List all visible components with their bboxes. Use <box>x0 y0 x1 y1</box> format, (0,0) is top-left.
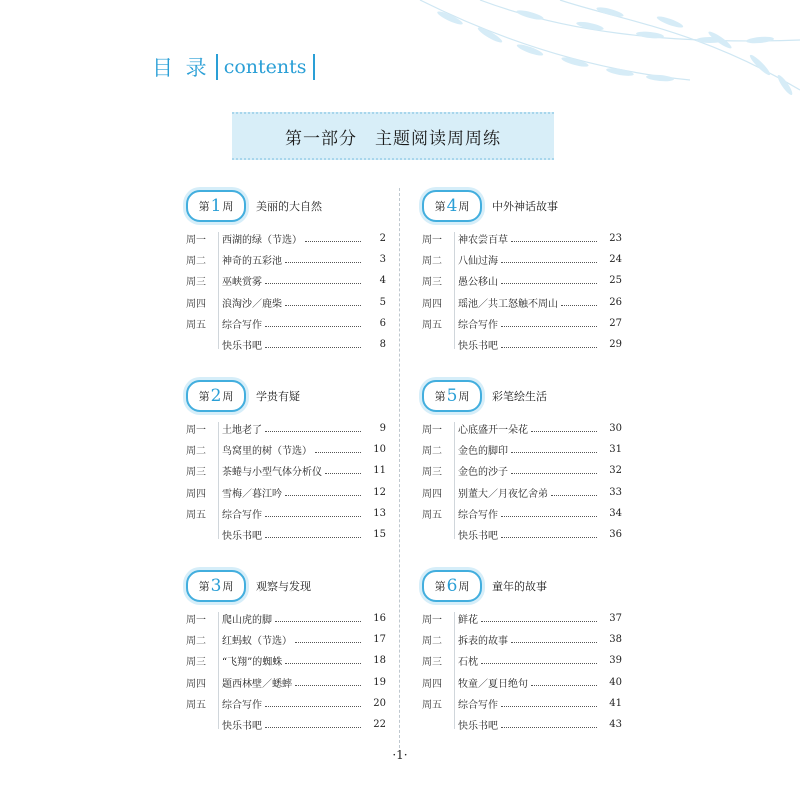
entry-page: 43 <box>609 719 622 731</box>
week-number: 3 <box>210 576 222 596</box>
dot-leader <box>551 494 597 496</box>
entry-page: 15 <box>373 529 386 541</box>
toc-entry[interactable] <box>422 524 622 545</box>
toc-entry[interactable] <box>186 693 386 714</box>
entry-day: 周一 <box>186 235 206 247</box>
entry-day: 周五 <box>422 509 442 521</box>
entry-title: 综合写作 <box>458 319 498 331</box>
page-number: ·1· <box>392 748 408 762</box>
dot-leader <box>285 494 361 496</box>
week-badge-prefix: 第 <box>198 580 210 593</box>
entry-title: 金色的脚印 <box>458 446 508 458</box>
entry-title: 红蚂蚁（节选） <box>222 636 292 648</box>
week-theme: 中外神话故事 <box>492 200 558 213</box>
toc-entry[interactable] <box>186 608 386 629</box>
entry-day: 周二 <box>422 446 442 458</box>
entry-page: 23 <box>609 233 622 245</box>
week-section <box>422 570 622 735</box>
entry-page: 12 <box>373 486 386 498</box>
toc-entries <box>186 228 386 355</box>
week-theme: 彩笔绘生活 <box>492 390 547 403</box>
week-number: 4 <box>446 196 458 216</box>
entry-day: 周五 <box>186 699 206 711</box>
entry-page: 40 <box>609 676 622 688</box>
heading-divider <box>313 54 315 80</box>
entry-title: 综合写作 <box>222 699 262 711</box>
entry-page: 8 <box>379 339 386 351</box>
entry-day: 周一 <box>186 425 206 437</box>
dot-leader <box>265 346 361 348</box>
dot-leader <box>265 726 361 728</box>
toc-entry[interactable] <box>422 418 622 439</box>
part-title: 第一部分 主题阅读周周练 <box>285 128 501 149</box>
entry-page: 33 <box>609 486 622 498</box>
toc-entry[interactable] <box>186 249 386 270</box>
dot-leader <box>501 515 597 517</box>
entry-day: 周四 <box>186 678 206 690</box>
entry-title: 牧童／夏日绝句 <box>458 678 528 690</box>
entry-title: 神奇的五彩池 <box>222 256 282 268</box>
week-badge-suffix: 周 <box>222 580 234 593</box>
dot-leader <box>265 282 361 284</box>
entry-day: 周二 <box>422 636 442 648</box>
dot-leader <box>315 451 361 453</box>
toc-entry[interactable] <box>422 460 622 481</box>
dot-leader <box>325 472 361 474</box>
entry-page: 18 <box>373 655 386 667</box>
toc-entry[interactable] <box>186 672 386 693</box>
entry-title: 综合写作 <box>458 509 498 521</box>
entry-day: 周五 <box>422 319 442 331</box>
entry-day: 周二 <box>186 446 206 458</box>
toc-entries <box>422 418 622 545</box>
toc-entry[interactable] <box>422 334 622 355</box>
entry-day: 周二 <box>422 256 442 268</box>
entry-page: 36 <box>609 529 622 541</box>
entry-page: 39 <box>609 655 622 667</box>
entry-page: 37 <box>609 613 622 625</box>
toc-heading-zh: 目 录 <box>152 56 210 80</box>
week-badge-suffix: 周 <box>458 580 470 593</box>
entry-page: 29 <box>609 339 622 351</box>
entry-day: 周四 <box>186 298 206 310</box>
dot-leader <box>481 620 597 622</box>
entry-day: 周四 <box>422 678 442 690</box>
entry-page: 20 <box>373 697 386 709</box>
dot-leader <box>531 684 597 686</box>
week-section <box>422 190 622 355</box>
dot-leader <box>511 451 597 453</box>
dot-leader <box>481 662 597 664</box>
week-header <box>422 380 622 412</box>
toc-entry[interactable] <box>186 334 386 355</box>
entry-title: 土地老了 <box>222 425 262 437</box>
toc-entries <box>186 418 386 545</box>
entry-page: 34 <box>609 507 622 519</box>
entry-page: 5 <box>379 296 386 308</box>
dot-leader <box>531 430 597 432</box>
entry-day: 周四 <box>186 488 206 500</box>
week-number: 6 <box>446 576 458 596</box>
week-badge-prefix: 第 <box>198 200 210 213</box>
toc-entries <box>422 228 622 355</box>
entry-page: 26 <box>609 296 622 308</box>
entry-page: 30 <box>609 423 622 435</box>
entry-title: 神农尝百草 <box>458 235 508 247</box>
toc-heading <box>152 50 321 84</box>
heading-divider <box>216 54 218 80</box>
entry-day: 周五 <box>186 509 206 521</box>
entry-day: 周五 <box>186 319 206 331</box>
entry-page: 16 <box>373 613 386 625</box>
week-badge <box>422 570 482 602</box>
entry-page: 17 <box>373 634 386 646</box>
week-section <box>186 190 386 355</box>
toc-entries <box>186 608 386 735</box>
dot-leader <box>501 726 597 728</box>
dot-leader <box>501 536 597 538</box>
toc-entry[interactable] <box>422 608 622 629</box>
dot-leader <box>501 261 597 263</box>
toc-entry[interactable] <box>186 524 386 545</box>
entry-day: 周一 <box>422 235 442 247</box>
entry-page: 22 <box>373 719 386 731</box>
toc-entry[interactable] <box>422 292 622 313</box>
entry-title: 愚公移山 <box>458 277 498 289</box>
toc-heading-en: contents <box>223 56 307 78</box>
entry-page: 4 <box>379 275 386 287</box>
toc-entry[interactable] <box>186 439 386 460</box>
entry-day: 周三 <box>422 657 442 669</box>
entry-title: 快乐书吧 <box>458 531 498 543</box>
week-section <box>186 570 386 735</box>
entry-day: 周一 <box>422 425 442 437</box>
dot-leader <box>285 261 361 263</box>
week-number: 2 <box>210 386 222 406</box>
entry-page: 3 <box>379 254 386 266</box>
entry-day: 周四 <box>422 488 442 500</box>
dot-leader <box>285 662 361 664</box>
toc-entry[interactable] <box>186 482 386 503</box>
toc-entry[interactable] <box>422 629 622 650</box>
toc-entry[interactable] <box>422 313 622 334</box>
toc-entry[interactable] <box>186 714 386 735</box>
entry-title: 鲜花 <box>458 615 478 627</box>
entry-title: 快乐书吧 <box>222 531 262 543</box>
entry-title: 茶蜷与小型气体分析仪 <box>222 467 322 479</box>
week-badge-prefix: 第 <box>434 200 446 213</box>
dot-leader <box>511 472 597 474</box>
week-badge-suffix: 周 <box>458 390 470 403</box>
toc-entry[interactable] <box>186 292 386 313</box>
dot-leader <box>501 346 597 348</box>
entry-title: 浪淘沙／鹿柴 <box>222 298 282 310</box>
entry-title: 爬山虎的脚 <box>222 615 272 627</box>
dot-leader <box>511 240 597 242</box>
toc-entry[interactable] <box>422 503 622 524</box>
entry-title: 快乐书吧 <box>458 341 498 353</box>
entry-day: 周一 <box>422 615 442 627</box>
week-badge-suffix: 周 <box>458 200 470 213</box>
week-theme: 学贵有疑 <box>256 390 300 403</box>
dot-leader <box>501 325 597 327</box>
entry-page: 9 <box>379 423 386 435</box>
entry-title: 巫峡赏雾 <box>222 277 262 289</box>
column-divider <box>399 188 400 748</box>
entry-title: 快乐书吧 <box>222 721 262 733</box>
week-header <box>186 190 386 222</box>
week-header <box>422 190 622 222</box>
toc-entry[interactable] <box>186 650 386 671</box>
entry-title: “飞翔”的蜘蛛 <box>222 657 283 669</box>
toc-entry[interactable] <box>422 714 622 735</box>
week-section <box>422 380 622 545</box>
toc-entry[interactable] <box>186 503 386 524</box>
entry-day: 周二 <box>186 256 206 268</box>
toc-entry[interactable] <box>422 672 622 693</box>
dot-leader <box>295 641 361 643</box>
entry-title: 拆表的故事 <box>458 636 508 648</box>
week-badge-suffix: 周 <box>222 200 234 213</box>
toc-entry[interactable] <box>422 693 622 714</box>
week-header <box>186 380 386 412</box>
toc-entry[interactable] <box>186 418 386 439</box>
entry-day: 周五 <box>422 699 442 711</box>
entry-page: 32 <box>609 465 622 477</box>
entry-title: 金色的沙子 <box>458 467 508 479</box>
week-badge <box>186 190 246 222</box>
toc-entries <box>422 608 622 735</box>
dot-leader <box>265 536 361 538</box>
entry-title: 题西林壁／蟋蟀 <box>222 678 292 690</box>
week-theme: 观察与发现 <box>256 580 311 593</box>
entry-page: 41 <box>609 697 622 709</box>
entry-title: 综合写作 <box>458 699 498 711</box>
week-badge <box>422 380 482 412</box>
toc-entry[interactable] <box>186 629 386 650</box>
entry-day: 周三 <box>186 467 206 479</box>
entry-title: 快乐书吧 <box>222 341 262 353</box>
toc-entry[interactable] <box>186 270 386 291</box>
week-badge <box>186 380 246 412</box>
entry-page: 24 <box>609 254 622 266</box>
entry-day: 周二 <box>186 636 206 648</box>
entry-day: 周四 <box>422 298 442 310</box>
toc-entry[interactable] <box>422 249 622 270</box>
week-badge-prefix: 第 <box>198 390 210 403</box>
toc-entry[interactable] <box>186 460 386 481</box>
dot-leader <box>501 705 597 707</box>
entry-title: 综合写作 <box>222 319 262 331</box>
entry-title: 综合写作 <box>222 509 262 521</box>
toc-entry[interactable] <box>422 439 622 460</box>
entry-day: 周一 <box>186 615 206 627</box>
toc-entry[interactable] <box>422 270 622 291</box>
entry-title: 西湖的绿（节选） <box>222 235 302 247</box>
dot-leader <box>511 641 597 643</box>
entry-day: 周三 <box>422 277 442 289</box>
week-badge-prefix: 第 <box>434 580 446 593</box>
entry-page: 38 <box>609 634 622 646</box>
dot-leader <box>561 304 597 306</box>
entry-page: 6 <box>379 317 386 329</box>
entry-day: 周三 <box>422 467 442 479</box>
week-badge <box>422 190 482 222</box>
dot-leader <box>285 304 361 306</box>
entry-page: 2 <box>379 233 386 245</box>
entry-title: 心底盛开一朵花 <box>458 425 528 437</box>
entry-page: 31 <box>609 444 622 456</box>
week-section <box>186 380 386 545</box>
entry-page: 27 <box>609 317 622 329</box>
entry-day: 周三 <box>186 277 206 289</box>
week-header <box>422 570 622 602</box>
entry-page: 10 <box>373 444 386 456</box>
entry-title: 快乐书吧 <box>458 721 498 733</box>
dot-leader <box>265 705 361 707</box>
entry-page: 13 <box>373 507 386 519</box>
week-number: 5 <box>446 386 458 406</box>
toc-entry[interactable] <box>186 228 386 249</box>
entry-title: 石枕 <box>458 657 478 669</box>
toc-entry[interactable] <box>422 482 622 503</box>
entry-title: 雪梅／暮江吟 <box>222 488 282 500</box>
entry-title: 鸟窝里的树（节选） <box>222 446 312 458</box>
week-badge-prefix: 第 <box>434 390 446 403</box>
entry-page: 11 <box>373 465 386 477</box>
entry-title: 别董大／月夜忆舍弟 <box>458 488 548 500</box>
dot-leader <box>295 684 361 686</box>
week-badge-suffix: 周 <box>222 390 234 403</box>
week-badge <box>186 570 246 602</box>
dot-leader <box>305 240 361 242</box>
dot-leader <box>501 282 597 284</box>
week-number: 1 <box>210 196 222 216</box>
toc-entry[interactable] <box>186 313 386 334</box>
entry-page: 25 <box>609 275 622 287</box>
entry-title: 八仙过海 <box>458 256 498 268</box>
dot-leader <box>265 430 361 432</box>
entry-day: 周三 <box>186 657 206 669</box>
dot-leader <box>265 515 361 517</box>
toc-entry[interactable] <box>422 650 622 671</box>
entry-title: 瑶池／共工怒触不周山 <box>458 298 558 310</box>
week-theme: 童年的故事 <box>492 580 547 593</box>
dot-leader <box>275 620 361 622</box>
part-title-banner <box>232 112 554 160</box>
week-theme: 美丽的大自然 <box>256 200 322 213</box>
entry-page: 19 <box>373 676 386 688</box>
week-header <box>186 570 386 602</box>
dot-leader <box>265 325 361 327</box>
toc-entry[interactable] <box>422 228 622 249</box>
